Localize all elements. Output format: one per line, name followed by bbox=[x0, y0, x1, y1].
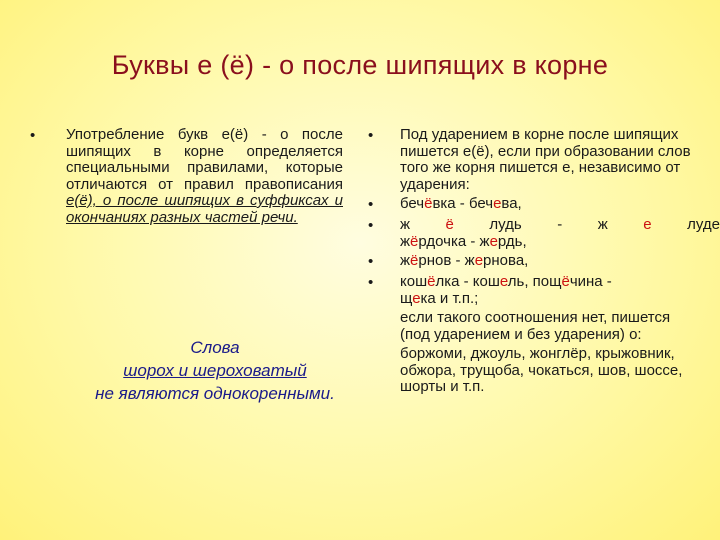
bullet-marker: • bbox=[368, 274, 374, 291]
example-item-3 bbox=[368, 253, 720, 271]
left-paragraph bbox=[66, 127, 343, 226]
rule-text: Под ударением в корне после шипящих пишется е(ё), если при образовании слов того же корня пишется е, независимо от ударения: bbox=[400, 126, 691, 193]
bullet-marker: • bbox=[368, 217, 374, 234]
left-bullet-item bbox=[30, 127, 345, 226]
note-line-1: Слова bbox=[190, 338, 240, 357]
slide-title: Буквы е (ё) - о после шипящих в корне bbox=[111, 50, 609, 80]
left-column bbox=[30, 127, 345, 226]
else-rule-text: если такого соотношения нет, пишется (под ударением и без ударения) о: bbox=[400, 309, 671, 343]
left-paragraph-text: Употребление букв е(ё) - о после шипящих в корне определяется специальными правилами, которые отличаются от правил правописания bbox=[66, 126, 343, 193]
bullet-marker: • bbox=[30, 127, 36, 144]
bullet-marker: • bbox=[368, 196, 374, 213]
words-note bbox=[30, 336, 400, 405]
note-line-3: не являются однокоренными. bbox=[95, 384, 335, 403]
left-paragraph-emphasis: е(ё), о после шипящих в суффиксах и окончаниях разных частей речи. bbox=[66, 192, 343, 226]
note-line-2: шорох и шероховатый bbox=[123, 361, 307, 380]
rule-item bbox=[368, 127, 720, 193]
example-item-2 bbox=[368, 217, 720, 250]
example-text: бечёвка - бечева, bbox=[400, 195, 522, 212]
example-text: ж ё лудь - ж е луде жёрдочка - жердь, bbox=[400, 216, 720, 250]
else-words-text: боржоми, джоуль, жонглёр, крыжовник, обжора, трущоба, чокаться, шов, шоссе, шорты и т.п. bbox=[400, 345, 683, 395]
example-item-1 bbox=[368, 196, 720, 214]
example-text: кошёлка - кошель, пощёчина - щека и т.п.; bbox=[400, 273, 612, 307]
bullet-marker: • bbox=[368, 253, 374, 270]
example-item-4 bbox=[368, 274, 720, 307]
example-spread-line: ж ё лудь - ж е луде bbox=[400, 216, 720, 233]
example-text: жёрнов - жернова, bbox=[400, 252, 529, 269]
right-column bbox=[368, 127, 720, 396]
bullet-marker: • bbox=[368, 127, 374, 144]
